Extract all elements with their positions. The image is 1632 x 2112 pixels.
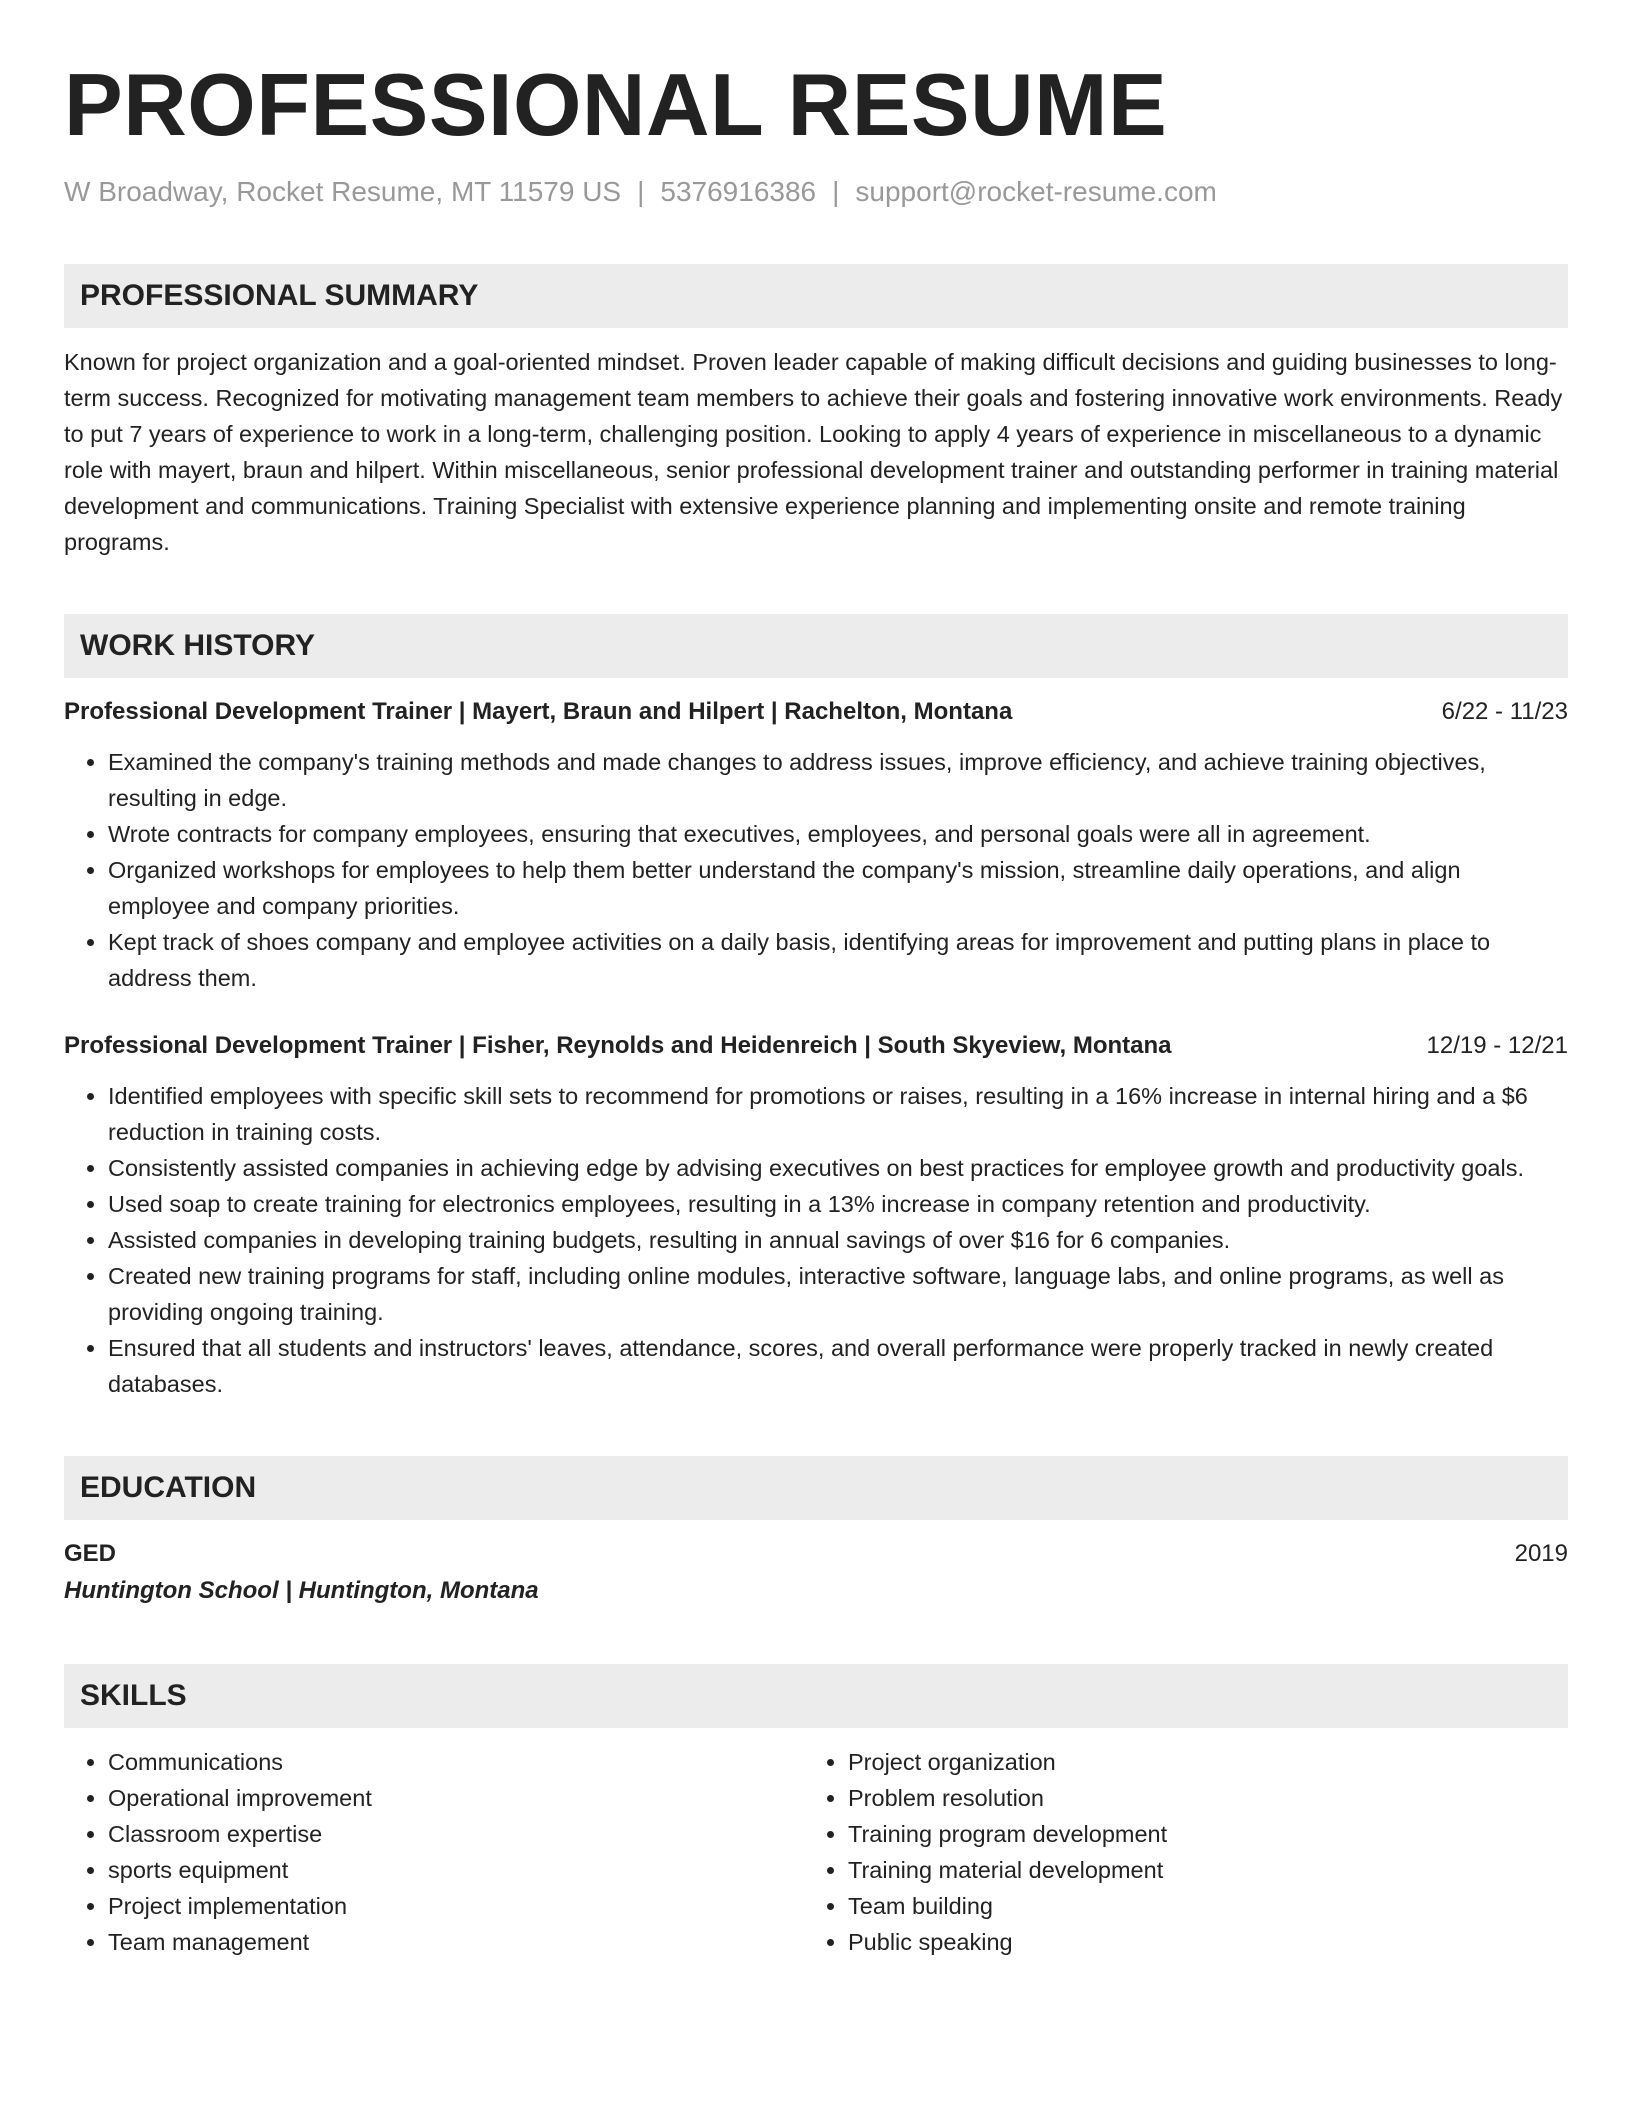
skill-item: • Public speaking	[848, 1924, 1544, 1960]
job-title: Professional Development Trainer | Mayert, Braun and Hilpert | Rachelton, Montana	[64, 698, 1013, 725]
skill-item: • Problem resolution	[848, 1780, 1544, 1816]
contact-separator: |	[637, 176, 645, 207]
school-name: Huntington School | Huntington, Montana	[64, 1577, 539, 1604]
job-title: Professional Development Trainer | Fisher, Reynolds and Heidenreich | South Skyeview, Montana	[64, 1032, 1172, 1059]
skill-item: • Team building	[848, 1888, 1544, 1924]
summary-text: Known for project organization and a goal-oriented mindset. Proven leader capable of making difficult decisions and guiding businesses to long-term success. Recognized for motivating management team members to achieve their goals and fostering innovative work environments. Ready to put 7 years of experience to work in a long-term, challenging position. Looking to apply 4 years of experience in miscellaneous to a dynamic role with mayert, braun and hilpert. Within miscellaneous, senior professional development trainer and outstanding performer in training material development and communications. Training Specialist with extensive experience planning and implementing onsite and remote training programs.	[64, 349, 1563, 555]
skill-item: • Team management	[108, 1924, 804, 1960]
job-bullet: • Consistently assisted companies in achieving edge by advising executives on best practices for employee growth and productivity goals.	[108, 1150, 1568, 1186]
skills-column-right	[804, 1744, 1544, 1960]
graduation-year: 2019	[1514, 1540, 1568, 1567]
skills-column-left	[64, 1744, 804, 1960]
job-1-bullets	[64, 744, 1568, 996]
skill-item: • Communications	[108, 1744, 804, 1780]
skills-heading: SKILLS	[64, 1664, 1568, 1728]
work-history-heading: WORK HISTORY	[64, 614, 1568, 678]
email-link[interactable]: support@rocket-resume.com	[855, 176, 1217, 207]
job-bullet: • Organized workshops for employees to help them better understand the company's mission, streamline daily operations, and align employee and company priorities.	[108, 852, 1568, 924]
contact-line	[64, 172, 1568, 212]
job-dates: 12/19 - 12/21	[1426, 1032, 1568, 1059]
skill-item: • Project implementation	[108, 1888, 804, 1924]
job-bullet: • Identified employees with specific skill sets to recommend for promotions or raises, resulting in a 16% increase in internal hiring and a $6 reduction in training costs.	[108, 1078, 1568, 1150]
contact-separator: |	[832, 176, 840, 207]
job-bullet: • Used soap to create training for electronics employees, resulting in a 13% increase in company retention and productivity.	[108, 1186, 1568, 1222]
skill-item: • Classroom expertise	[108, 1816, 804, 1852]
job-entry-1	[64, 694, 1568, 730]
address: W Broadway, Rocket Resume, MT 11579 US	[64, 176, 622, 207]
skill-item: • Project organization	[848, 1744, 1544, 1780]
summary-heading: PROFESSIONAL SUMMARY	[64, 264, 1568, 328]
skill-item: • Operational improvement	[108, 1780, 804, 1816]
education-entry	[64, 1536, 1568, 1572]
resume-title: PROFESSIONAL RESUME	[64, 55, 1168, 154]
job-entry-2	[64, 1028, 1568, 1064]
job-bullet: • Wrote contracts for company employees, ensuring that executives, employees, and personal goals were all in agreement.	[108, 816, 1568, 852]
job-bullet: • Examined the company's training methods and made changes to address issues, improve efficiency, and achieve training objectives, resulting in edge.	[108, 744, 1568, 816]
job-2-bullets	[64, 1078, 1568, 1402]
job-bullet: • Kept track of shoes company and employee activities on a daily basis, identifying areas for improvement and putting plans in place to address them.	[108, 924, 1568, 996]
skill-item: • sports equipment	[108, 1852, 804, 1888]
phone: 5376916386	[660, 176, 817, 207]
skills-list	[64, 1744, 1568, 1960]
education-heading: EDUCATION	[64, 1456, 1568, 1520]
degree: GED	[64, 1540, 117, 1567]
skill-item: • Training material development	[848, 1852, 1544, 1888]
skill-item: • Training program development	[848, 1816, 1544, 1852]
job-bullet: • Ensured that all students and instructors' leaves, attendance, scores, and overall performance were properly tracked in newly created databases.	[108, 1330, 1568, 1402]
job-bullet: • Created new training programs for staff, including online modules, interactive software, language labs, and online programs, as well as providing ongoing training.	[108, 1258, 1568, 1330]
job-bullet: • Assisted companies in developing training budgets, resulting in annual savings of over $16 for 6 companies.	[108, 1222, 1568, 1258]
job-dates: 6/22 - 11/23	[1441, 698, 1568, 725]
